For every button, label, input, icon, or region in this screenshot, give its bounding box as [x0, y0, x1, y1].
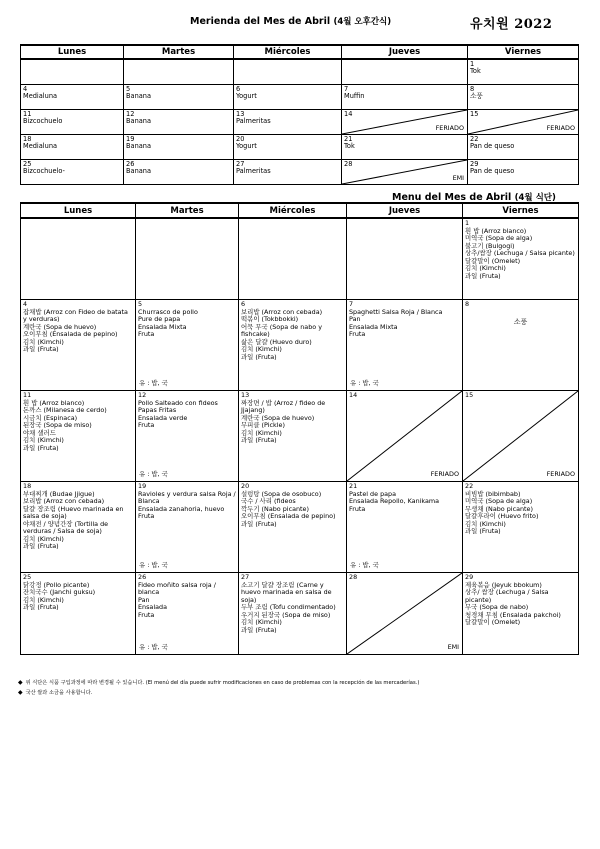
menu-item: 김치 (Kimchi): [23, 337, 64, 346]
menu-item: 과일 (Fruta): [23, 443, 59, 452]
menu-cell: [136, 218, 239, 300]
day-number: 28: [344, 160, 353, 168]
day-number: 15: [465, 391, 474, 399]
holiday-label: FERIADO: [546, 123, 575, 132]
day-number: 21: [349, 482, 358, 490]
menu-item: Fruta: [138, 610, 155, 619]
menu-item: Pastel de papa: [349, 489, 397, 498]
kindergarten-note: 유 : 밥, 국: [139, 643, 168, 652]
snack-item: Pan de queso: [470, 166, 515, 175]
snack-cell: [234, 110, 342, 135]
day-number: 29: [470, 160, 479, 168]
menu-item: Pan: [138, 595, 150, 604]
menu-cell: [463, 391, 579, 482]
day-number: 25: [23, 160, 32, 168]
menu-item: 달걀 장조림 (Huevo marinada en salsa de soja): [23, 504, 124, 521]
snack-item: Banana: [126, 116, 152, 125]
menu-item: 미역국 (Sopa de alga): [465, 497, 533, 506]
snack-cell: [124, 85, 234, 110]
day-number: 21: [344, 135, 353, 143]
day-number: 20: [236, 135, 245, 143]
day-number: 6: [236, 85, 241, 93]
menu-item: 무국 (Sopa de nabo): [465, 603, 529, 612]
day-header: Martes: [124, 45, 234, 59]
diagonal-strike: [342, 160, 467, 184]
menu-item: Pure de papa: [138, 315, 181, 324]
day-number: 20: [241, 482, 250, 490]
snack-item: Bizcochuelo-: [23, 166, 65, 175]
menu-item: Fruta: [138, 421, 155, 430]
day-number: 18: [23, 135, 32, 143]
menu-item: 김치 (Kimchi): [23, 595, 64, 604]
day-number: 4: [23, 300, 28, 308]
day-number: 26: [126, 160, 135, 168]
menu-item: 오이무침 (Ensalada de pepino): [23, 330, 118, 339]
day-header: Lunes: [21, 203, 136, 218]
menu-item: 된장국 (Sopa de miso): [23, 421, 92, 430]
day-number: 19: [138, 482, 147, 490]
menu-item: 소고기 달걀 장조림 (Carne y huevo marinada en salsa de soja): [241, 580, 332, 604]
snack-cell: [468, 59, 579, 85]
day-header: Lunes: [21, 45, 124, 59]
menu-cell: [239, 482, 347, 573]
menu-cell: [463, 300, 579, 391]
snack-cell: [342, 110, 468, 135]
menu-item: 설렁탕 (Sopa de osobuco): [241, 489, 322, 498]
day-number: 11: [23, 391, 32, 399]
menu-item: 잡채밥 (Arroz con Fideo de batata y verduras): [23, 307, 128, 324]
menu-item: 두부 조림 (Tofu condimentado): [241, 603, 336, 612]
menu-cell: [239, 573, 347, 655]
menu-item: Papas Fritas: [138, 406, 177, 415]
snack-cell: [124, 160, 234, 185]
menu-item: 무피클 (Pickle): [241, 421, 285, 430]
day-number: 1: [470, 60, 475, 68]
menu-item: 국수 / 사리 (fideos: [241, 497, 296, 506]
menu-item: Pan: [349, 315, 361, 324]
menu-item: 비빔밥 (bibimbab): [465, 489, 521, 498]
day-number: 26: [138, 573, 147, 581]
snack-item: Banana: [126, 91, 152, 100]
menu-item: 야채 샐러드: [23, 428, 56, 437]
menu-item: 김치 (Kimchi): [241, 428, 282, 437]
menu-item: 미역국 (Sopa de alga): [465, 234, 533, 243]
day-number: 12: [138, 391, 147, 399]
menu-cell: [347, 391, 463, 482]
menu-cell: [21, 218, 136, 300]
menu-item: 떡볶이 (Tokbbokki): [241, 315, 299, 324]
day-number: 8: [465, 300, 470, 308]
menu-item: 시금치 (Espinaca): [23, 413, 78, 422]
snack-item: Yogurt: [236, 91, 257, 100]
menu-item: 김치 (Kimchi): [23, 436, 64, 445]
day-number: 22: [465, 482, 474, 490]
snack-cell: [342, 160, 468, 185]
day-number: 12: [126, 110, 135, 118]
holiday-label: FERIADO: [435, 123, 464, 132]
snack-cell: [124, 59, 234, 85]
menu-item: 상추/ 쌈장 (Lechuga / Salsa picante): [465, 588, 549, 604]
menu-item: Spaghetti Salsa Roja / Blanca: [349, 307, 443, 316]
day-header: Viernes: [463, 203, 579, 218]
menu-item: 김치 (Kimchi): [23, 534, 64, 543]
day-number: 22: [470, 135, 479, 143]
menu-cell: [21, 482, 136, 573]
snack-item: Tok: [344, 141, 355, 150]
menu-item: 부대찌개 (Budae Jjigue): [23, 489, 95, 498]
day-number: 27: [236, 160, 245, 168]
menu-item: Ensalada zanahoria, huevo: [138, 504, 225, 513]
menu-cell: [21, 300, 136, 391]
menu-item: 과일 (Fruta): [465, 271, 501, 280]
snack-item: Banana: [126, 141, 152, 150]
holiday-label: EMI: [452, 173, 464, 182]
snack-cell: [234, 59, 342, 85]
menu-item: 과일 (Fruta): [241, 625, 277, 634]
snack-cell: [21, 59, 124, 85]
menu-cell: [347, 218, 463, 300]
kindergarten-note: 유 : 밥, 국: [139, 561, 168, 570]
day-number: 13: [236, 110, 245, 118]
menu-cell: [136, 573, 239, 655]
menu-cell: [136, 300, 239, 391]
menu-cell: [136, 482, 239, 573]
diagonal-strike: [463, 391, 578, 481]
menu-item: 보리밥 (Arroz con cebada): [23, 497, 105, 506]
menu-item: 야채전 / 양념간장 (Tortilla de verduras / Salsa de soja): [23, 519, 109, 536]
day-header: Viernes: [468, 45, 579, 59]
day-number: 14: [344, 110, 353, 118]
holiday-label: FERIADO: [546, 470, 575, 479]
snack-item: Tok: [470, 66, 481, 75]
school-brand: 유치원 2022: [470, 17, 553, 32]
menu-item: 김치 (Kimchi): [241, 345, 282, 354]
snack-item: 소풍: [470, 91, 483, 100]
day-number: 25: [23, 573, 32, 581]
footnotes: [18, 678, 419, 698]
snack-item: Medialuna: [23, 91, 58, 100]
snack-cell: [234, 160, 342, 185]
menu-cell: [239, 218, 347, 300]
menu-item: 달걀말이 (Omelet): [465, 618, 521, 627]
snack-item: Muffin: [344, 91, 365, 100]
kindergarten-note: 유 : 밥, 국: [350, 379, 379, 388]
snack-item: Bizcochuelo: [23, 116, 63, 125]
menu-item: Fruta: [349, 504, 366, 513]
menu-cell: [136, 391, 239, 482]
day-number: 1: [465, 219, 470, 227]
snack-item: Banana: [126, 166, 152, 175]
diagonal-strike: [347, 573, 462, 654]
menu-item: Ensalada: [138, 603, 167, 612]
menu-cell: [463, 218, 579, 300]
menu-title: Menu del Mes de Abril (4월 식단): [392, 192, 556, 203]
menu-item: 오이무침 (Ensalada de pepino): [241, 512, 336, 521]
menu-item: 과일 (Fruta): [23, 345, 59, 354]
snack-cell: [342, 85, 468, 110]
menu-item: 깍두기 (Nabo picante): [241, 504, 309, 513]
menu-item: 계란국 (Sopa de huevo): [23, 322, 97, 331]
menu-cell: [463, 573, 579, 655]
snack-cell: [342, 135, 468, 160]
menu-cell: [239, 391, 347, 482]
event-label: 소풍: [513, 317, 528, 326]
snack-item: Medialuna: [23, 141, 58, 150]
day-header: Jueves: [342, 45, 468, 59]
snack-item: Palmeritas: [236, 166, 271, 175]
menu-item: 짜장면 / 밥 (Arroz / fideo de Jjajang): [241, 398, 326, 415]
menu-item: 상추/쌈장 (Lechuga / Salsa picante): [465, 249, 575, 258]
snack-cell: [468, 110, 579, 135]
menu-item: Ensalada Repollo, Kanikama: [349, 497, 440, 506]
day-header: Miércoles: [239, 203, 347, 218]
snack-title: Merienda del Mes de Abril (4월 오후간식): [190, 16, 392, 27]
day-number: 18: [23, 482, 32, 490]
menu-item: 계란국 (Sopa de huevo): [241, 413, 315, 422]
menu-cell: [21, 391, 136, 482]
day-number: 4: [23, 85, 28, 93]
day-number: 5: [126, 85, 131, 93]
day-number: 7: [344, 85, 349, 93]
snack-item: Pan de queso: [470, 141, 515, 150]
snack-item: Palmeritas: [236, 116, 271, 125]
menu-item: Fruta: [138, 512, 155, 521]
day-number: 15: [470, 110, 479, 118]
menu-item: Ensalada verde: [138, 413, 188, 422]
holiday-label: FERIADO: [430, 470, 459, 479]
kindergarten-note: 유 : 밥, 국: [350, 561, 379, 570]
diagonal-strike: [347, 391, 462, 481]
day-header: Miércoles: [234, 45, 342, 59]
day-number: 14: [349, 391, 358, 399]
menu-item: Fruta: [349, 330, 366, 339]
day-number: 5: [138, 300, 143, 308]
menu-item: Ensalada Mixta: [138, 322, 187, 331]
menu-item: 청경채 무침 (Ensalada pakchoi): [465, 610, 561, 619]
day-number: 8: [470, 85, 475, 93]
menu-item: 제육볶음 (Jeyuk bbokum): [465, 580, 542, 589]
footnote: ◆ 국산 쌀과 소금을 사용합니다.: [18, 689, 93, 697]
snack-cell: [124, 135, 234, 160]
kindergarten-note: 유 : 밥, 국: [139, 470, 168, 479]
menu-cell: [347, 573, 463, 655]
day-number: 7: [349, 300, 354, 308]
menu-item: 불고기 (Bulgogi): [465, 241, 515, 250]
day-number: 19: [126, 135, 135, 143]
snack-cell: [234, 135, 342, 160]
holiday-label: EMI: [447, 643, 459, 652]
menu-cell: [463, 482, 579, 573]
menu-calendar: [20, 202, 579, 655]
menu-item: Churrasco de pollo: [138, 307, 198, 316]
snack-cell: [468, 85, 579, 110]
snack-cell: [21, 160, 124, 185]
footnote: ◆ 위 식단은 식품 구입과정에 따라 변경될 수 있습니다. (El menú del día puede sufrir modificaciones en caso de problemas con la recepción de las mercaderías.): [18, 679, 420, 686]
menu-item: 달걀말이 (Omelet): [465, 256, 521, 265]
snack-calendar: [20, 44, 579, 185]
menu-cell: [239, 300, 347, 391]
menu-item: 과일 (Fruta): [241, 436, 277, 445]
menu-item: Ravioles y verdura salsa Roja / Blanca: [138, 489, 236, 506]
menu-item: 과일 (Fruta): [23, 603, 59, 612]
day-number: 11: [23, 110, 32, 118]
menu-cell: [347, 300, 463, 391]
snack-item: Yogurt: [236, 141, 257, 150]
day-number: 13: [241, 391, 250, 399]
day-header: Jueves: [347, 203, 463, 218]
menu-item: Ensalada Mixta: [349, 322, 398, 331]
snack-cell: [124, 110, 234, 135]
menu-item: Fruta: [138, 330, 155, 339]
menu-item: 과일 (Fruta): [465, 527, 501, 536]
kindergarten-note: 유 : 밥, 국: [139, 379, 168, 388]
menu-cell: [21, 573, 136, 655]
menu-item: 과일 (Fruta): [23, 542, 59, 551]
day-number: 29: [465, 573, 474, 581]
menu-item: 무생채 (Nabo picante): [465, 504, 533, 513]
menu-item: Fideo moñito salsa roja / blanca: [138, 580, 216, 597]
snack-cell: [21, 85, 124, 110]
snack-cell: [21, 135, 124, 160]
menu-item: 우거지 된장국 (Sopa de miso): [241, 610, 331, 619]
snack-cell: [342, 59, 468, 85]
snack-cell: [468, 135, 579, 160]
menu-item: 닭강정 (Pollo picante): [23, 580, 90, 589]
menu-item: 잔치국수 (Janchi guksu): [23, 588, 96, 597]
menu-item: 흰 밥 (Arroz blanco): [465, 226, 527, 235]
snack-cell: [21, 110, 124, 135]
menu-item: 삶은 달걀 (Huevo duro): [241, 337, 312, 346]
menu-item: 과일 (Fruta): [241, 352, 277, 361]
menu-item: 달걀후라이 (Huevo frito): [465, 512, 539, 521]
menu-item: 김치 (Kimchi): [465, 264, 506, 273]
menu-item: 흰 밥 (Arroz blanco): [23, 398, 85, 407]
menu-item: 김치 (Kimchi): [465, 519, 506, 528]
menu-item: 보리밥 (Arroz con cebada): [241, 307, 323, 316]
menu-item: 과일 (Fruta): [241, 519, 277, 528]
day-number: 27: [241, 573, 250, 581]
menu-item: 돈까스 (Milanesa de cerdo): [23, 406, 107, 415]
snack-cell: [468, 160, 579, 185]
menu-item: 김치 (Kimchi): [241, 618, 282, 627]
menu-item: Pollo Salteado con fideos: [138, 398, 218, 407]
snack-cell: [234, 85, 342, 110]
day-number: 6: [241, 300, 246, 308]
menu-cell: [347, 482, 463, 573]
menu-item: 어묵 무국 (Sopa de nabo y fishcake): [241, 322, 322, 339]
day-header: Martes: [136, 203, 239, 218]
day-number: 28: [349, 573, 358, 581]
